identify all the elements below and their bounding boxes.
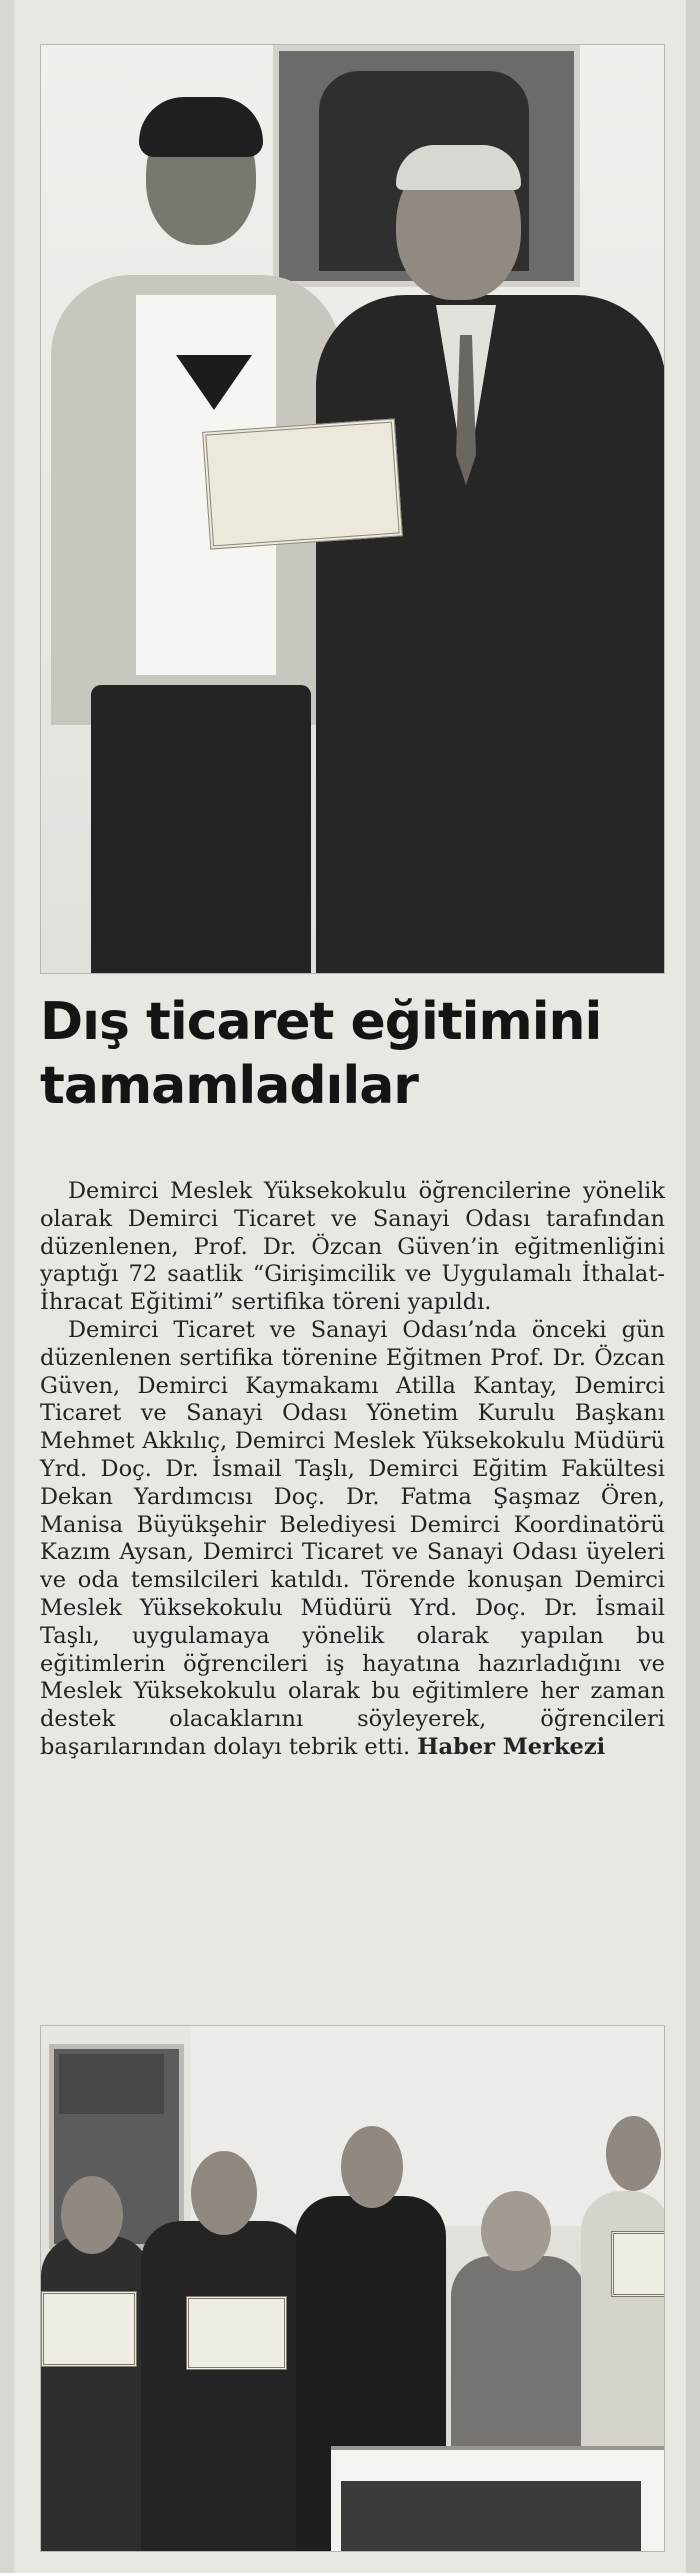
person-2: [141, 2221, 306, 2551]
adjacent-column-edge-left: [0, 0, 14, 2573]
paragraph-2-text: Demirci Ticaret ve Sanayi Odası’nda önceki gün düzenlenen sertifika törenine Eğitmen Prof. Dr. Özcan Güven, Demirci Kaymakamı Atilla Kantay, Demirci Ticaret ve Sanayi Odası Yönetim Kurulu Başkanı Mehmet Akkılıç, Demirci Meslek Yüksekokulu Müdürü Yrd. Doç. Dr. İsmail Taşlı, Demirci Eğitim Fakültesi Dekan Yardımcısı Doç. Dr. Fatma Şaşmaz Ören, Manisa Büyükşehir Belediyesi Demirci Koordinatörü Kazım Aysan, Demirci Ticaret ve Sanayi Odası üyeleri ve oda temsilcileri katıldı. Törende konuşan Demirci Meslek Yüksekokulu Müdürü Yrd. Doç. Dr. İsmail Taşlı, uygulamaya yönelik olarak yapılan bu eğitimlerin öğrencileri iş hayatına hazırladığını ve Meslek Yüksekokulu olarak bu eğitimlere her zaman destek olacaklarını söyleyerek, öğrencileri başarılarından dolayı tebrik etti.: [40, 1316, 665, 1760]
top-photo-certificate-handover: [40, 44, 665, 974]
official-figure: [316, 295, 665, 974]
adjacent-column-edge-right: [686, 0, 700, 2573]
article-headline: [40, 990, 670, 1118]
certificate: [202, 418, 403, 549]
certificate-3: [611, 2231, 665, 2297]
bottom-photo-group: [40, 2025, 665, 2552]
certificate-1: [41, 2291, 137, 2367]
certificate-2: [186, 2296, 287, 2370]
paragraph-2: [40, 1317, 665, 1762]
headline-line-1: Dış ticaret eğitimini: [40, 992, 602, 1052]
byline: Haber Merkezi: [417, 1733, 606, 1760]
person-1: [41, 2236, 151, 2551]
paragraph-1: Demirci Meslek Yüksekokulu öğrencilerine yönelik olarak Demirci Ticaret ve Sanayi Odası tarafından düzenlenen, Prof. Dr. Özcan Güven’in eğitmenliğini yaptığı 72 saatlik “Girişimcilik ve Uygulamalı İthalat-İhracat Eğitimi” sertifika töreni yapıldı.: [40, 1178, 665, 1316]
headline-line-2: tamamladılar: [40, 1056, 418, 1116]
article-body: [40, 1178, 665, 1762]
